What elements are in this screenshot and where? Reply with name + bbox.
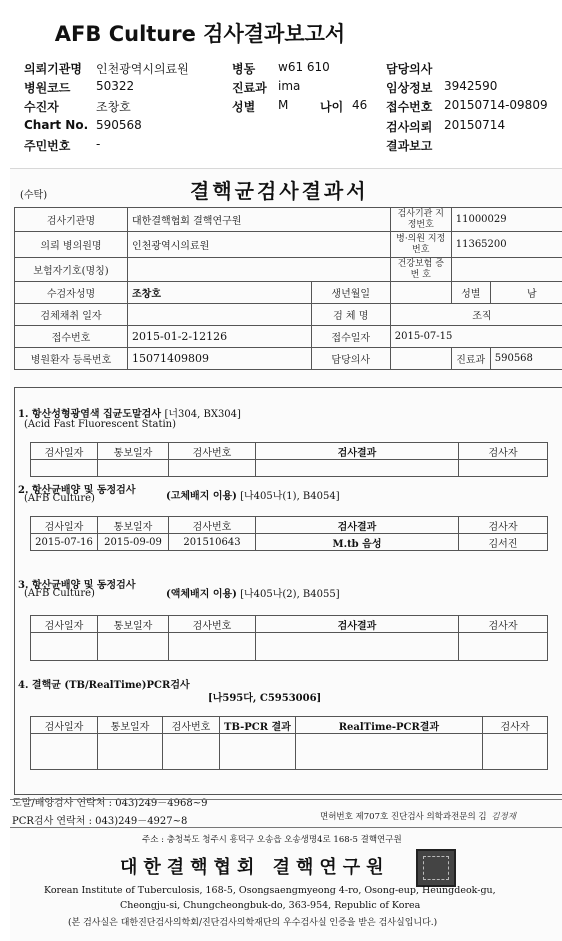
label-resident-no: 주민번호	[24, 139, 71, 153]
cell	[31, 460, 98, 477]
value-hospital-code: 50322	[96, 79, 135, 93]
receipt-mark: (수탁)	[20, 190, 48, 201]
s4-title: 4. 결핵균 (TB/RealTime)PCR검사	[18, 680, 190, 691]
license-sign: 김정재	[491, 812, 516, 822]
label-chart-no: Chart No.	[24, 118, 89, 132]
specimen-label: 검 체 명	[311, 304, 390, 326]
s3-method: (액체배지 이용)	[166, 589, 237, 600]
patient-info-table	[14, 207, 562, 370]
label-result-report: 결과보고	[386, 139, 433, 153]
doctor-label: 담당의사	[311, 348, 390, 370]
birth-label: 생년월일	[311, 282, 390, 304]
s2-date: 2015-07-16	[31, 534, 98, 551]
col-no: 검사번호	[169, 517, 256, 534]
cell	[295, 734, 482, 770]
collect-label: 검체채취 일자	[15, 304, 128, 326]
label-age: 나이	[320, 100, 344, 114]
cell	[98, 734, 163, 770]
col-examiner: 검사자	[459, 517, 548, 534]
hosp-no-value: 11365200	[451, 232, 562, 258]
reg-label: 병원환자 등록번호	[15, 348, 128, 370]
label-hospital-code: 병원코드	[24, 81, 71, 95]
s2-method-line	[166, 487, 340, 502]
collect-value	[128, 304, 312, 326]
s3-table	[30, 615, 548, 661]
s1-heading	[18, 405, 241, 420]
lab-no-label: 검사기관 지정번호	[390, 208, 451, 232]
value-request-date: 20150714	[444, 118, 506, 132]
s2-sub: (AFB Culture)	[24, 493, 95, 504]
col-date: 검사일자	[31, 616, 98, 633]
label-request-date: 검사의뢰	[386, 120, 433, 134]
name-value: 조창호	[128, 282, 312, 304]
col-notice: 통보일자	[98, 443, 169, 460]
health-value	[451, 258, 562, 282]
cell	[256, 460, 459, 477]
s2-method: (고체배지 이용)	[166, 491, 237, 502]
cell	[220, 734, 296, 770]
value-ward: w61 610	[278, 60, 330, 74]
divider	[10, 799, 562, 800]
col-date: 검사일자	[31, 517, 98, 534]
cell	[169, 633, 256, 661]
label-receipt-no: 접수번호	[386, 100, 433, 114]
scanned-report	[10, 168, 562, 941]
label-ward: 병동	[232, 62, 256, 76]
col-date: 검사일자	[31, 717, 98, 734]
value-department: ima	[278, 79, 301, 93]
col-examiner: 검사자	[459, 616, 548, 633]
label-department: 진료과	[232, 81, 267, 95]
cell	[31, 734, 98, 770]
s2-no: 201510643	[169, 534, 256, 551]
specimen-value: 조직	[390, 304, 562, 326]
recv-date-value: 2015-07-15	[390, 326, 562, 348]
address-kr: 주소 : 충청북도 청주시 흥덕구 오송읍 오송생명4로 168-5 결핵연구원	[142, 835, 402, 845]
label-sex: 성별	[232, 100, 256, 114]
contact-pcr: PCR검사 연락처 : 043)249－4927~8	[12, 816, 188, 827]
s1-code: [너304, BX304]	[164, 409, 241, 420]
report-title: AFB Culture 검사결과보고서	[54, 22, 346, 46]
s1-table	[30, 442, 548, 477]
lab-label: 검사기관명	[15, 208, 128, 232]
col-examiner: 검사자	[483, 717, 548, 734]
s3-method-line	[166, 585, 340, 600]
hosp-no-label: 병·의원 지정번호	[390, 232, 451, 258]
recv-no-value: 2015-01-2-12126	[128, 326, 312, 348]
dept-label: 진료과	[451, 348, 490, 370]
recv-no-label: 접수번호	[15, 326, 128, 348]
org-address-en-2: Cheongju-si, Chungcheongbuk-do, 363-954, Republic of Korea	[120, 900, 421, 911]
ins-value	[128, 258, 391, 282]
hosp-value: 인천광역시의료원	[128, 232, 391, 258]
dept-value: 590568	[490, 348, 562, 370]
org-address-en-1: Korean Institute of Tuberculosis, 168-5, Osongsaengmyeong 4-ro, Osong-eup, Heungdeok-gu,	[44, 885, 496, 896]
s1-title: 1. 항산성형광염색 집균도말검사	[18, 409, 161, 420]
recv-date-label: 접수일자	[311, 326, 390, 348]
cell	[169, 460, 256, 477]
label-doctor: 담당의사	[386, 62, 433, 76]
value-age: 46	[352, 98, 368, 112]
col-notice: 통보일자	[98, 616, 169, 633]
s4-table	[30, 716, 548, 770]
value-patient: 조창호	[96, 100, 131, 114]
cell	[459, 633, 548, 661]
cell	[163, 734, 220, 770]
s1-sub: (Acid Fast Fluorescent Statin)	[24, 419, 177, 430]
cell	[98, 460, 169, 477]
label-institution: 의뢰기관명	[24, 62, 82, 76]
cell	[483, 734, 548, 770]
value-chart-no: 590568	[96, 118, 142, 132]
divider	[10, 827, 562, 828]
s3-title: 3. 항산균배양 및 동정검사	[18, 580, 136, 591]
birth-value	[390, 282, 451, 304]
official-seal-icon	[416, 849, 456, 887]
value-sex: M	[278, 98, 289, 112]
col-date: 검사일자	[31, 443, 98, 460]
doc-title: 결핵균검사결과서	[190, 179, 369, 203]
col-notice: 통보일자	[98, 517, 169, 534]
value-resident-no: -	[96, 137, 101, 151]
license-text: 면허번호 제707호 진단검사 의학과전문의 김	[320, 812, 487, 822]
doctor-value	[390, 348, 451, 370]
lab-no-value: 11000029	[451, 208, 562, 232]
health-label: 건강보험 증 번 호	[390, 258, 451, 282]
s2-table	[30, 516, 548, 551]
col-result: 검사결과	[256, 616, 459, 633]
s2-code: [나405나(1), B4054]	[240, 491, 340, 502]
s3-sub: (AFB Culture)	[24, 588, 95, 599]
table-row	[31, 534, 548, 551]
col-no: 검사번호	[169, 616, 256, 633]
label-clinical-info: 임상정보	[386, 81, 433, 95]
col-realtime-pcr: RealTime-PCR결과	[295, 717, 482, 734]
reg-value: 15071409809	[128, 348, 312, 370]
cell	[31, 633, 98, 661]
org-name-kr: 대한결핵협회 결핵연구원	[120, 857, 390, 878]
contact-culture: 도말/배양검사 연락처 : 043)249－4968~9	[12, 798, 208, 809]
s2-notice: 2015-09-09	[98, 534, 169, 551]
value-institution: 인천광역시의료원	[96, 62, 189, 76]
sex-label: 성별	[451, 282, 490, 304]
col-result: 검사결과	[256, 517, 459, 534]
label-patient: 수진자	[24, 100, 59, 114]
s2-result: M.tb 음성	[256, 534, 459, 551]
col-examiner: 검사자	[459, 443, 548, 460]
value-receipt-no: 20150714-09809	[444, 98, 548, 112]
value-clinical-info: 3942590	[444, 79, 498, 93]
license	[320, 810, 516, 822]
s4-code: [나595다, C5953006]	[208, 693, 322, 704]
ins-label: 보험자기호(명칭)	[15, 258, 128, 282]
col-tb-pcr: TB-PCR 결과	[220, 717, 296, 734]
s2-title: 2. 항산균배양 및 동정검사	[18, 485, 136, 496]
lab-value: 대한결핵협회 결핵연구원	[128, 208, 391, 232]
cell	[98, 633, 169, 661]
s2-examiner: 김서진	[459, 534, 548, 551]
cert-note: (본 검사실은 대한진단검사의학회/진단검사의학재단의 우수검사실 인증을 받은 검사실입니다.)	[68, 918, 438, 928]
col-no: 검사번호	[169, 443, 256, 460]
col-result: 검사결과	[256, 443, 459, 460]
hosp-label: 의뢰 병의원명	[15, 232, 128, 258]
cell	[256, 633, 459, 661]
s3-code: [나405나(2), B4055]	[240, 589, 340, 600]
col-notice: 통보일자	[98, 717, 163, 734]
sex-value: 남	[490, 282, 562, 304]
col-no: 검사번호	[163, 717, 220, 734]
cell	[459, 460, 548, 477]
name-label: 수검자성명	[15, 282, 128, 304]
